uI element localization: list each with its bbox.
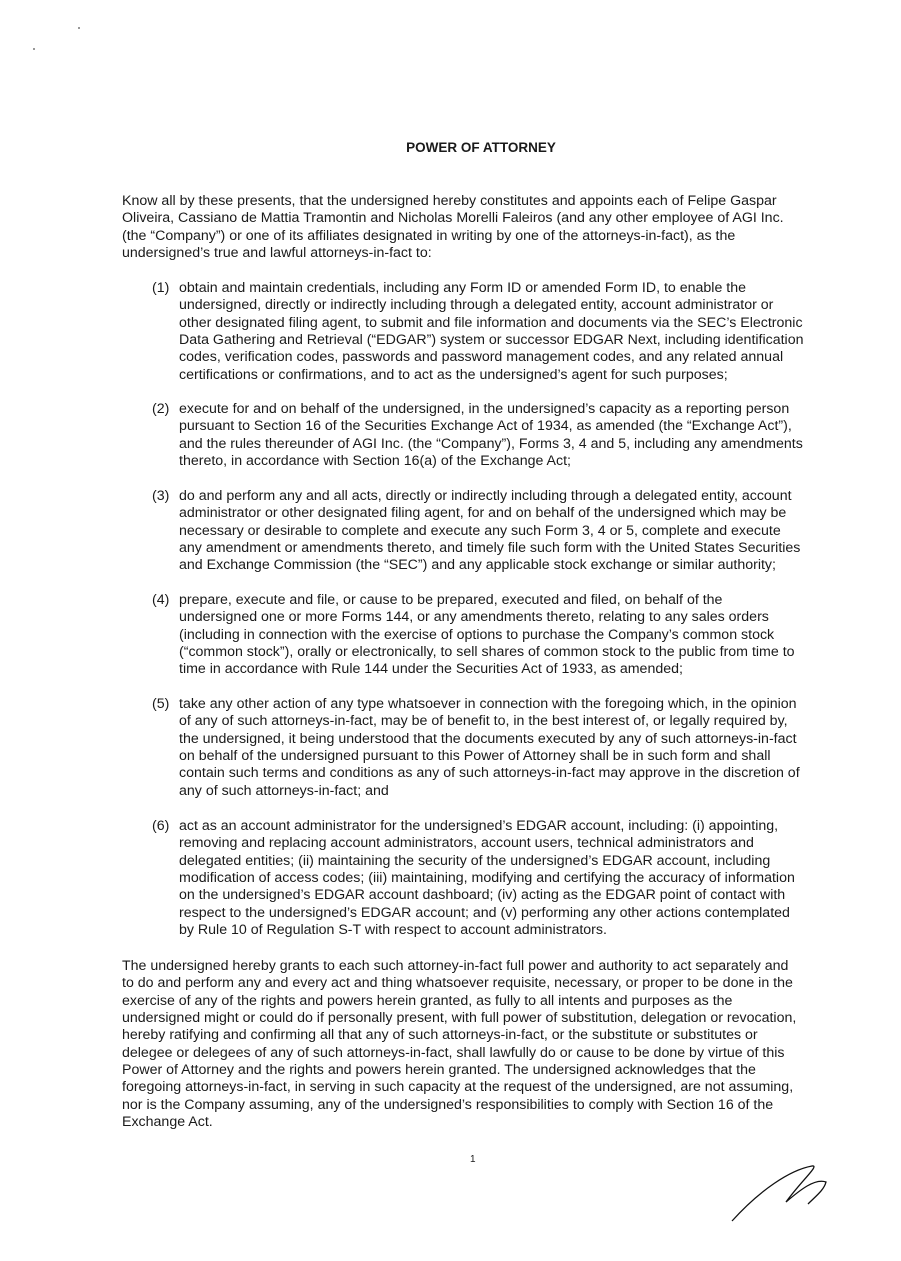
- text-line: delegee or delegees of any of such attorneys-in-fact, shall lawfully do or cause to be done by virtue of this: [122, 1044, 785, 1061]
- text-line: on behalf of the undersigned pursuant to this Power of Attorney shall be in such form and shall: [179, 748, 771, 765]
- item-number: (5): [152, 696, 170, 712]
- item-number: (2): [152, 401, 170, 417]
- item-number: (3): [152, 488, 170, 504]
- text-line: certifications or confirmations, and to act as the undersigned’s agent for such purposes;: [179, 366, 728, 383]
- text-line: modification of access codes; (iii) maintaining, modifying and certifying the accuracy of information: [179, 870, 795, 887]
- text-line: undersigned one or more Forms 144, or any amendments thereto, relating to any sales orders: [179, 609, 769, 626]
- text-line: undersigned, directly or indirectly including through a delegated entity, account administrator or: [179, 297, 774, 314]
- text-line: foregoing attorneys-in-fact, in serving in such capacity at the request of the undersigned, are not assuming,: [122, 1079, 794, 1096]
- text-line: and the rules thereunder of AGI Inc. (the “Company”), Forms 3, 4 and 5, including any amendments: [179, 435, 803, 452]
- text-line: (including in connection with the exercise of options to purchase the Company’s common stock: [179, 626, 775, 643]
- text-line: undersigned might or could do if personally present, with full power of substitution, delegation or revocation,: [122, 1010, 797, 1027]
- signature: [720, 1160, 850, 1230]
- text-line: other designated filing agent, to submit and file information and documents via the SEC’s Electronic: [179, 314, 803, 331]
- text-line: respect to the undersigned’s EDGAR account; and (v) performing any other actions contemplated: [179, 904, 790, 921]
- text-line: Exchange Act.: [122, 1114, 213, 1131]
- text-line: Power of Attorney and the rights and powers herein granted. The undersigned acknowledges that the: [122, 1062, 756, 1079]
- document-title: POWER OF ATTORNEY: [406, 140, 556, 155]
- item-text: [179, 280, 804, 384]
- text-line: take any other action of any type whatsoever in connection with the foregoing which, in the opinion: [179, 696, 797, 712]
- text-line: The undersigned hereby grants to each such attorney-in-fact full power and authority to act separately and: [122, 958, 789, 974]
- text-line: exercise of any of the rights and powers herein granted, as fully to all intents and purposes as the: [122, 992, 733, 1009]
- text-line: to do and perform any and every act and thing whatsoever requisite, necessary, or proper to be done in the: [122, 975, 793, 992]
- scan-speck: [78, 27, 80, 29]
- text-line: administrator or other designated filing agent, for and on behalf of the undersigned which may be: [179, 505, 787, 522]
- item-text: [179, 401, 803, 470]
- text-line: contain such terms and conditions as any of such attorneys-in-fact may approve in the discretion of: [179, 765, 800, 782]
- text-line: codes, verification codes, passwords and password management codes, and any related annual: [179, 349, 784, 366]
- text-line: of any of such attorneys-in-fact, may be of benefit to, in the best interest of, or legally required by,: [179, 713, 788, 730]
- item-text: [179, 592, 795, 679]
- text-line: Oliveira, Cassiano de Mattia Tramontin and Nicholas Morelli Faleiros (and any other employee of AGI Inc.: [122, 210, 784, 227]
- text-line: undersigned’s true and lawful attorneys-in-fact to:: [122, 245, 432, 262]
- text-line: and Exchange Commission (the “SEC”) and any applicable stock exchange or similar authority;: [179, 557, 776, 574]
- text-line: Know all by these presents, that the undersigned hereby constitutes and appoints each of Felipe Gaspar: [122, 193, 777, 209]
- text-line: pursuant to Section 16 of the Securities Exchange Act of 1934, as amended (the “Exchange Act”),: [179, 418, 792, 435]
- item-text: [179, 696, 800, 800]
- text-line: any of such attorneys-in-fact; and: [179, 782, 389, 799]
- text-line: Data Gathering and Retrieval (“EDGAR”) system or successor EDGAR Next, including identification: [179, 332, 804, 349]
- intro-paragraph: [122, 193, 784, 262]
- text-line: (the “Company”) or one of its affiliates designated in writing by one of the attorneys-in-fact), as the: [122, 227, 736, 244]
- text-line: act as an account administrator for the undersigned’s EDGAR account, including: (i) appointing,: [179, 818, 779, 834]
- text-line: any amendment or amendments thereto, and timely file such form with the United States Securities: [179, 540, 801, 557]
- item-number: (4): [152, 592, 170, 608]
- text-line: obtain and maintain credentials, including any Form ID or amended Form ID, to enable the: [179, 280, 747, 296]
- closing-paragraph: [122, 958, 796, 1131]
- text-line: execute for and on behalf of the undersigned, in the undersigned’s capacity as a reporting person: [179, 401, 790, 417]
- text-line: time in accordance with Rule 144 under the Securities Act of 1933, as amended;: [179, 661, 683, 678]
- text-line: removing and replacing account administrators, account users, technical administrators and: [179, 835, 754, 852]
- text-line: prepare, execute and file, or cause to be prepared, executed and filed, on behalf of the: [179, 592, 723, 608]
- scan-speck: [33, 48, 35, 50]
- item-number: (1): [152, 280, 170, 296]
- item-number: (6): [152, 818, 170, 834]
- text-line: necessary or desirable to complete and execute any such Form 3, 4 or 5, complete and execute: [179, 522, 781, 539]
- text-line: by Rule 10 of Regulation S-T with respect to account administrators.: [179, 922, 607, 939]
- page-number: 1: [470, 1154, 476, 1165]
- text-line: hereby ratifying and confirming all that any of such attorneys-in-fact, or the substitute or substitutes or: [122, 1027, 758, 1044]
- text-line: delegated entities; (ii) maintaining the security of the undersigned’s EDGAR account, including: [179, 852, 771, 869]
- text-line: (“common stock”), orally or electronically, to sell shares of common stock to the public from time to: [179, 644, 795, 661]
- text-line: on the undersigned’s EDGAR account dashboard; (iv) acting as the EDGAR point of contact with: [179, 887, 786, 904]
- text-line: do and perform any and all acts, directly or indirectly including through a delegated entity, account: [179, 488, 792, 504]
- text-line: thereto, in accordance with Section 16(a) of the Exchange Act;: [179, 453, 571, 470]
- text-line: nor is the Company assuming, any of the undersigned’s responsibilities to comply with Section 16 of the: [122, 1096, 774, 1113]
- item-text: [179, 488, 800, 575]
- item-text: [179, 818, 795, 939]
- text-line: the undersigned, it being understood that the documents executed by any of such attorneys-in-fact: [179, 730, 797, 747]
